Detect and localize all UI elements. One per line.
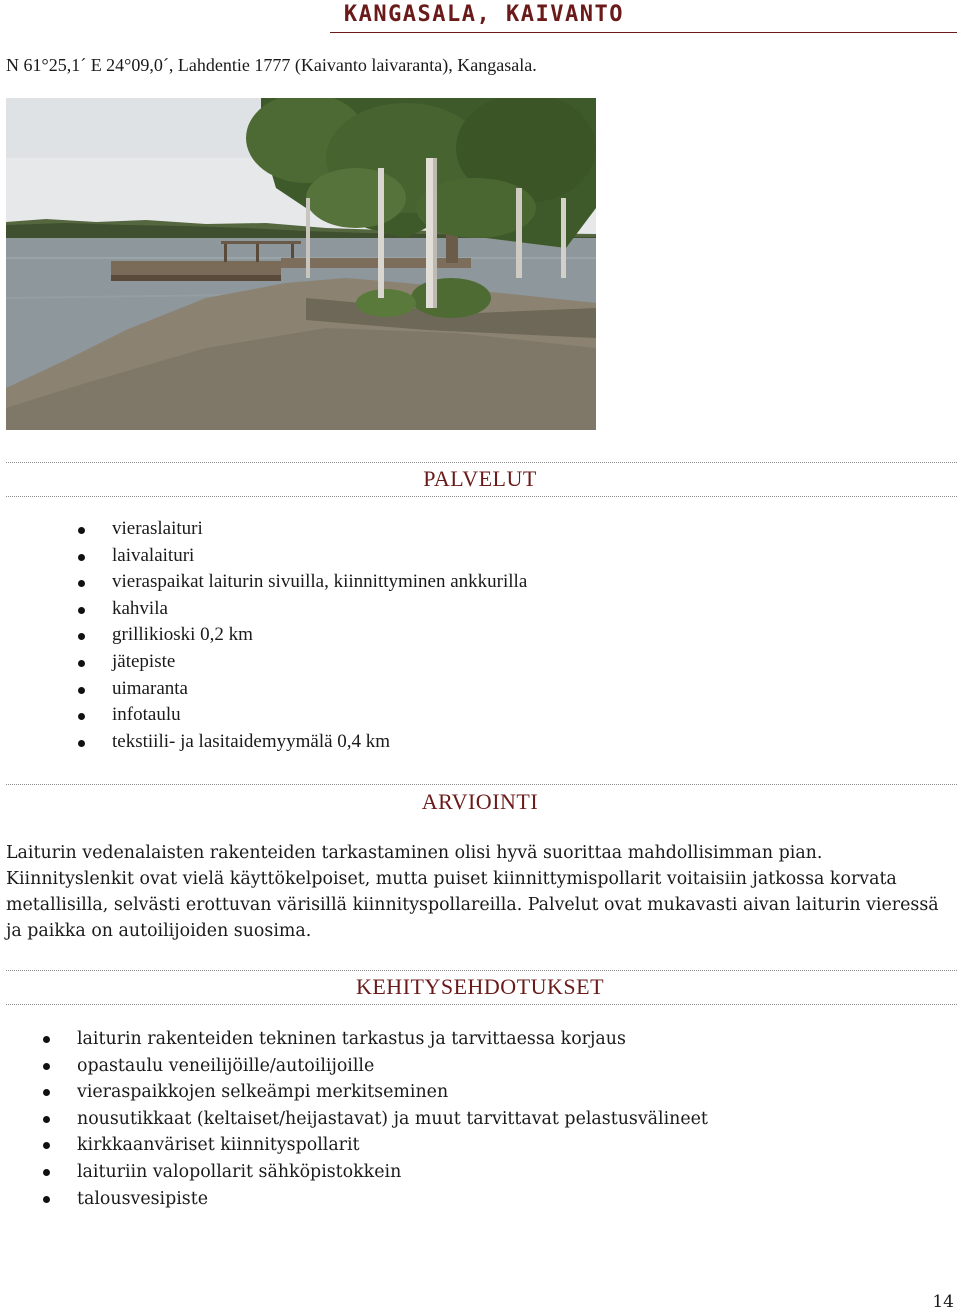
- page-number: 14: [932, 1292, 954, 1312]
- list-item: jätepiste: [0, 649, 527, 676]
- list-item: laiturin rakenteiden tekninen tarkastus ja tarvittaessa korjaus: [0, 1026, 708, 1053]
- section-divider: [6, 784, 957, 785]
- development-heading: KEHITYSEHDOTUKSET: [355, 974, 605, 999]
- section-divider: [6, 970, 957, 971]
- list-item: vieraspaikkojen selkeämpi merkitseminen: [0, 1079, 708, 1106]
- list-item: laituriin valopollarit sähköpistokkein: [0, 1159, 708, 1186]
- title-underline: [330, 32, 957, 33]
- list-item: kahvila: [0, 596, 527, 623]
- section-divider: [6, 496, 957, 497]
- list-item: nousutikkaat (keltaiset/heijastavat) ja muut tarvittavat pelastusvälineet: [0, 1106, 708, 1133]
- location-line: N 61°25,1´ E 24°09,0´, Lahdentie 1777 (Kaivanto laivaranta), Kangasala.: [6, 55, 537, 75]
- list-item: grillikioski 0,2 km: [0, 622, 527, 649]
- list-item: vieraspaikat laiturin sivuilla, kiinnittyminen ankkurilla: [0, 569, 527, 596]
- list-item: talousvesipiste: [0, 1186, 708, 1213]
- list-item: vieraslaituri: [0, 516, 527, 543]
- assessment-text: Laiturin vedenalaisten rakenteiden tarkastaminen olisi hyvä suorittaa mahdollisimman pian. Kiinnityslenkit ovat vielä käyttökelpoiset, mutta puiset kiinnittymispollarit voitaisiin jatkossa korvata metallisilla, selvästi erottuvan värisillä kiinnityspollareilla. Palvelut ovat mukavasti aivan laiturin vieressä ja paikka on autoilijoiden suosima.: [6, 843, 939, 941]
- list-item: opastaulu veneilijöille/autoilijoille: [0, 1053, 708, 1080]
- list-item: laivalaituri: [0, 543, 527, 570]
- list-item: kirkkaanväriset kiinnityspollarit: [0, 1132, 708, 1159]
- lakeside-pier-photo: [6, 98, 596, 430]
- services-heading: PALVELUT: [423, 466, 537, 491]
- list-item: uimaranta: [0, 676, 527, 703]
- list-item: tekstiili- ja lasitaidemyymälä 0,4 km: [0, 729, 527, 756]
- list-item: infotaulu: [0, 702, 527, 729]
- services-list: [0, 516, 527, 755]
- section-divider: [6, 1004, 957, 1005]
- page-title: KANGASALA, KAIVANTO: [343, 2, 624, 27]
- section-divider: [6, 462, 957, 463]
- assessment-heading: ARVIOINTI: [421, 789, 539, 814]
- development-list: [0, 1026, 708, 1212]
